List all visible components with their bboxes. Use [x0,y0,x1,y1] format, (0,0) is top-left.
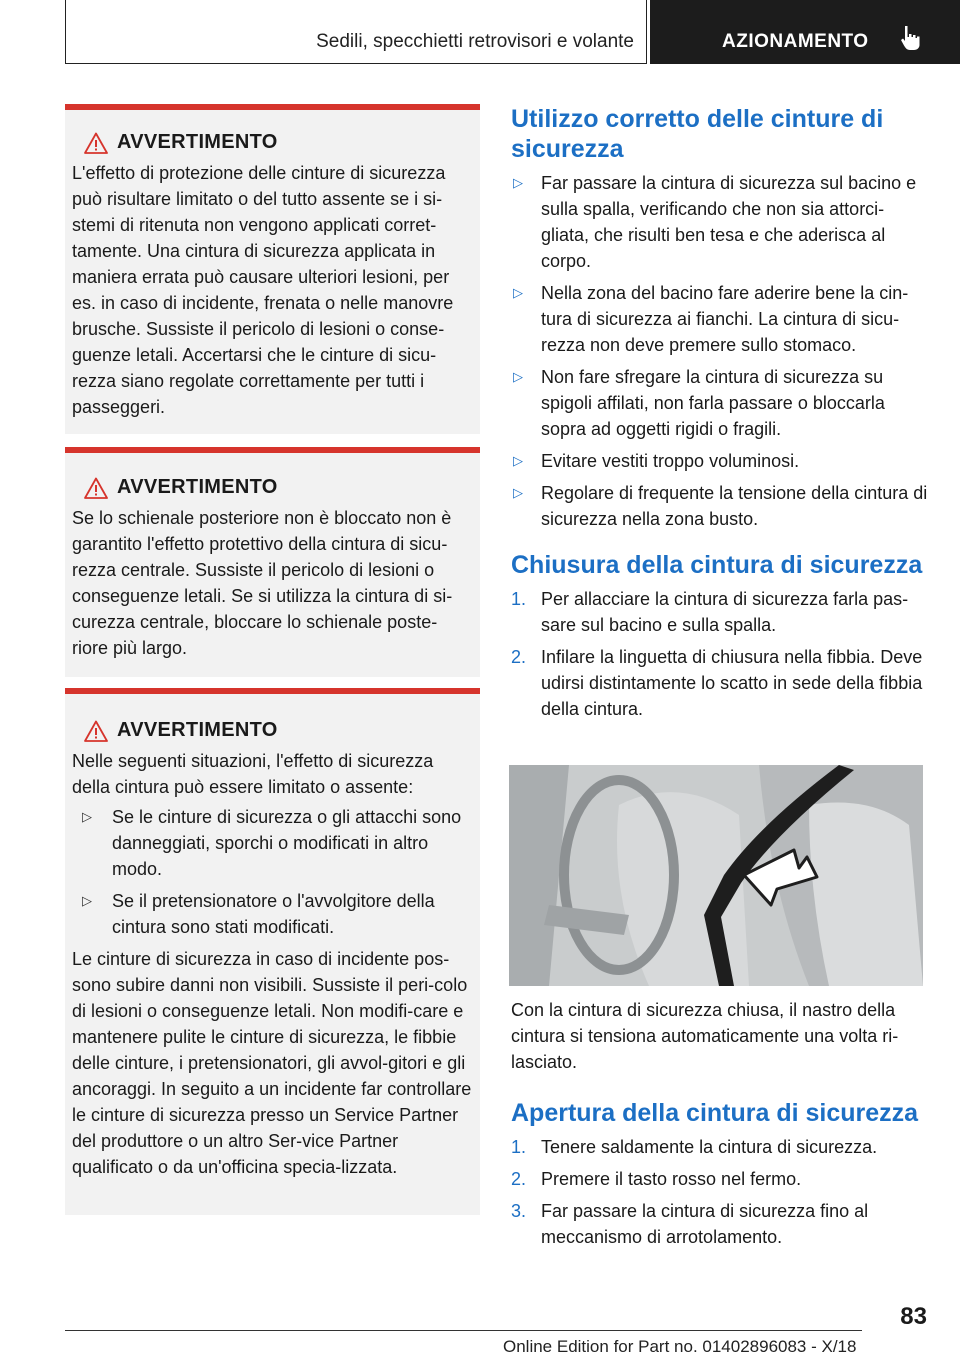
section-title: Apertura della cintura di sicurezza [511,1099,919,1127]
warning-triangle-icon [84,477,108,499]
step-text: Infilare la linguetta di chiusura nella fibbia. Deve udirsi distintamente lo scatto in sede della fibbia della cintura. [541,647,923,719]
header-chapter-box [65,0,647,64]
seatbelt-buckle-photo [509,765,923,986]
warning-box-3 [65,688,480,1215]
list-item [511,170,931,274]
opening-section [511,1098,931,1256]
warning-box-1 [65,104,480,434]
step-number: 1. [511,1137,527,1157]
list-item-text: Se il pretensionatore o l'avvolgitore della cintura sono stati modificati. [112,891,435,937]
list-item-text: Far passare la cintura di sicurezza sul bacino e sulla spalla, verificando che non sia attorci-gliata, che risulti ben tesa e che aderisca al corpo. [541,173,917,271]
warning-title: AVVERTIMENTO [117,476,278,498]
list-item-text: Se le cinture di sicurezza o gli attacchi sono danneggiati, sporchi o modificati in altro modo. [112,807,462,879]
numbered-list [511,586,931,722]
step-number: 2. [511,647,527,667]
section-label: AZIONAMENTO [722,31,869,52]
step-number: 1. [511,589,527,609]
chapter-title: Sedili, specchietti retrovisori e volante [316,31,634,52]
step-text: Per allacciare la cintura di sicurezza farla pas-sare sul bacino e sulla spalla. [541,589,909,635]
footer-divider [65,1330,862,1331]
section-title: Utilizzo corretto delle cinture di sicurezza [511,105,884,163]
figure-caption: Con la cintura di sicurezza chiusa, il nastro della cintura si tensiona automaticamente una volta ri-lasciato. [511,1000,899,1072]
bullet-triangle-icon: ▷ [82,893,92,908]
warning-text: L'effetto di protezione delle cinture di sicurezza può risultare limitato o del tutto assente se i si-stemi di ritenuta non vengono applicati corret-tamente. Una cintura di sicurezza applicata in maniera errata può causare ulteriori lesioni, per es. in caso di incidente, frenata o nelle manovre brusche. Sussiste il pericolo di lesioni o conse-guenze letali. Accertarsi che le cinture di sicu-rezza siano regolate correttamente per tutti i passeggeri. [72,163,454,417]
warning-list [72,804,473,940]
warning-intro: Nelle seguenti situazioni, l'effetto di sicurezza della cintura può essere limitato o assente: [72,751,434,797]
list-item [511,586,931,638]
seatbelt-illustration [509,765,923,986]
numbered-list [511,1134,931,1250]
bullet-list [511,170,931,532]
step-text: Tenere saldamente la cintura di sicurezza. [541,1137,878,1157]
warning-outro: Le cinture di sicurezza in caso di incidente pos-sono subire danni non visibili. Sussiste il peri-colo di lesioni o conseguenze letali. Non modifi-care e mantenere pulite le cinture di sicurezza, le fibbie delle cinture, i pretensionatori, gli avvol-gitori e gli ancoraggi. In seguito a un incidente far controllare le cinture di sicurezza presso un Service Partner del produttore o un altro Ser-vice Partner qualificato o da un'officina specia-lizzata. [72,949,472,1177]
list-item [511,480,931,532]
warning-title: AVVERTIMENTO [117,131,278,153]
bullet-triangle-icon: ▷ [82,809,92,824]
step-number: 2. [511,1169,527,1189]
warning-title: AVVERTIMENTO [117,719,278,741]
header-section-tab [650,0,960,64]
footer-edition: Online Edition for Part no. 01402896083 - X/18 [503,1337,857,1356]
closing-caption-block [511,997,931,1075]
warning-triangle-icon [84,720,108,742]
list-item [511,448,931,474]
bullet-triangle-icon: ▷ [513,175,523,190]
step-text: Far passare la cintura di sicurezza fino al meccanismo di arrotolamento. [541,1201,869,1247]
bullet-triangle-icon: ▷ [513,285,523,300]
list-item [511,644,931,722]
list-item-text: Non fare sfregare la cintura di sicurezza su spigoli affilati, non farla passare o bloccarla sopra ad oggetti rigidi o fragili. [541,367,885,439]
list-item-text: Evitare vestiti troppo voluminosi. [541,451,800,471]
warning-triangle-icon [84,132,108,154]
list-item [511,1198,931,1250]
step-number: 3. [511,1201,527,1221]
list-item [511,364,931,442]
bullet-triangle-icon: ▷ [513,369,523,384]
list-item [511,280,931,358]
warning-box-2 [65,447,480,677]
correct-use-section [511,104,931,538]
list-item [511,1166,931,1192]
page-number: 83 [900,1303,927,1330]
warning-text: Se lo schienale posteriore non è bloccato non è garantito l'effetto protettivo della cintura di sicu-rezza centrale. Sussiste il pericolo di lesioni o conseguenze letali. Se si utilizza la cintura di si-curezza centrale, bloccare lo schienale poste-riore più largo. [72,508,453,658]
bullet-triangle-icon: ▷ [513,485,523,500]
closing-section [511,550,931,728]
list-item [82,804,473,882]
section-title: Chiusura della cintura di sicurezza [511,551,923,579]
list-item-text: Nella zona del bacino fare aderire bene la cin-tura di sicurezza ai fianchi. La cintura di sicu-rezza non deve premere sullo stomaco. [541,283,909,355]
bullet-triangle-icon: ▷ [513,453,523,468]
step-text: Premere il tasto rosso nel fermo. [541,1169,802,1189]
list-item [511,1134,931,1160]
list-item-text: Regolare di frequente la tensione della cintura di sicurezza nella zona busto. [541,483,928,529]
list-item [82,888,473,940]
hand-pointer-icon [900,24,924,52]
